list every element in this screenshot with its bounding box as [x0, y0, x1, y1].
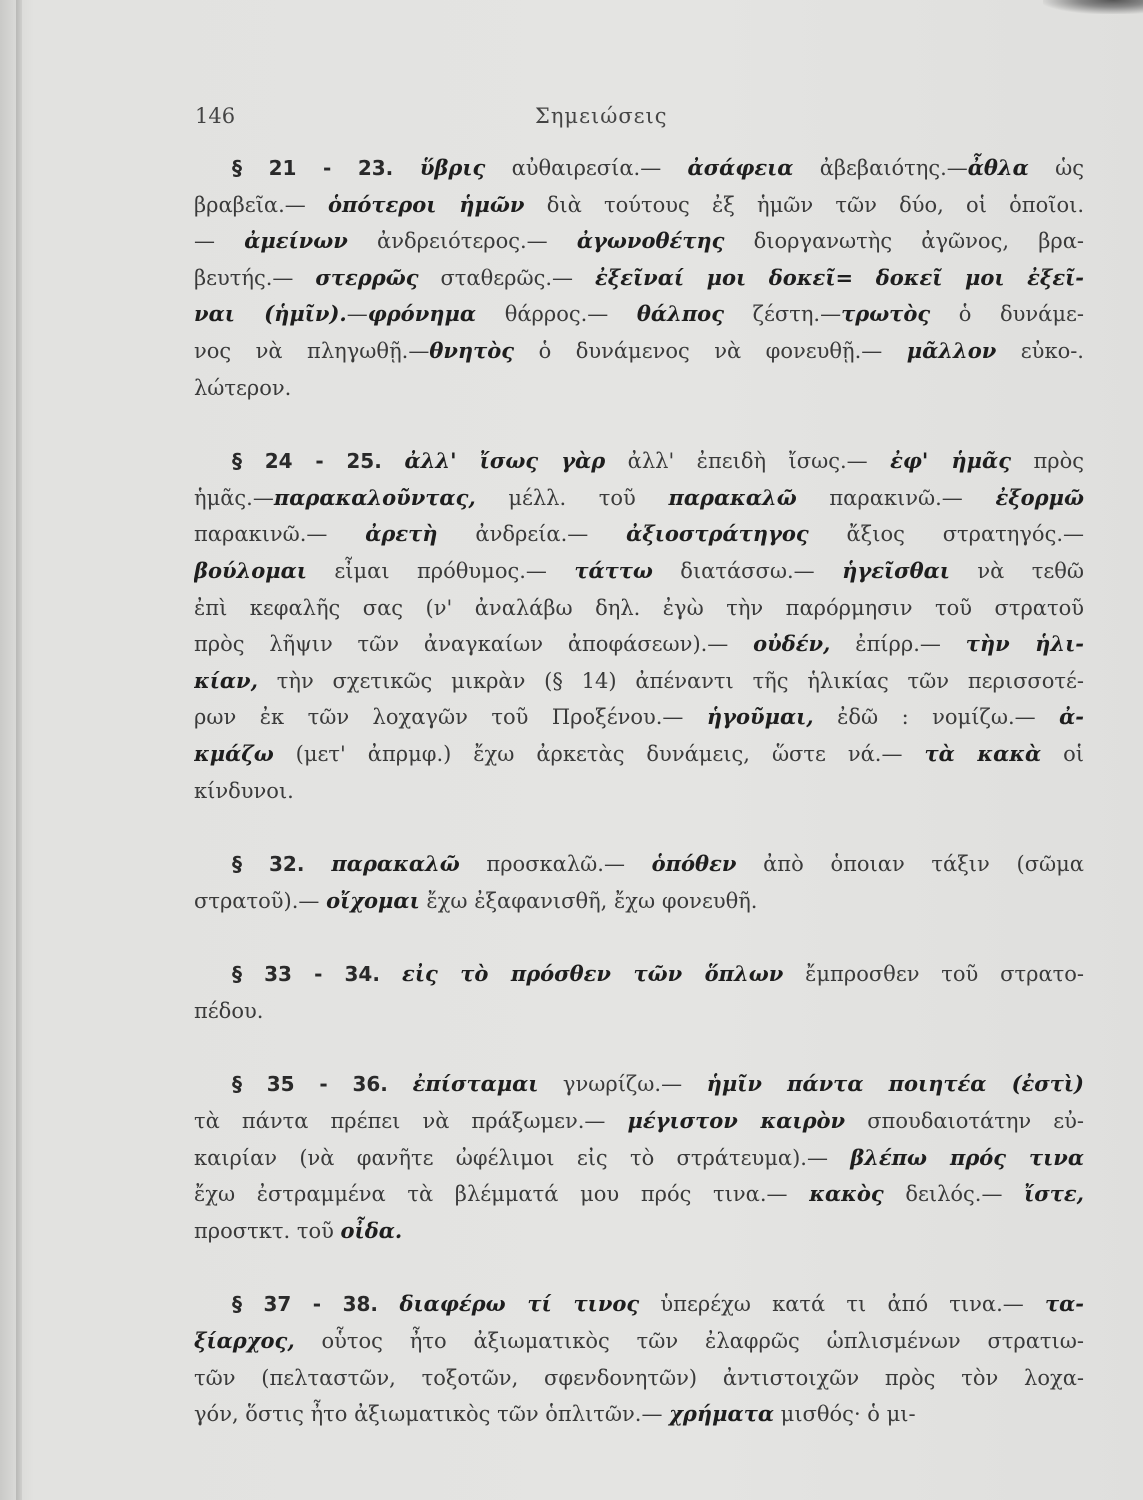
page-spine-shadow — [16, 0, 22, 1500]
gloss-text: ἐπὶ κεφαλῆς σας (ν' ἀναλάβω δηλ. ἐγὼ τὴν παρόρμησιν τοῦ στρατοῦ — [194, 595, 1084, 620]
lemma-term: παρακαλοῦντας, — [273, 484, 476, 510]
gloss-text: οὗτος ἦτο ἀξιωματικὸς τῶν ἐλαφρῶς ὡπλισμένων στρατιω- — [294, 1329, 1084, 1354]
lemma-term: ὁπόθεν — [651, 851, 737, 877]
text-line — [194, 443, 1084, 480]
gloss-text: ἄξιος στρατηγός.— — [808, 522, 1084, 547]
text-line — [194, 1066, 1084, 1103]
text-line — [194, 150, 1084, 187]
gloss-text: ὡς — [1028, 156, 1084, 180]
gloss-text: ὁ δυνάμενος νὰ φονευθῇ.— — [514, 338, 907, 363]
gloss-text: (μετ' ἀπρμφ.) ἔχω ἀρκετὰς δυνάμεις, ὥστε νά.— — [273, 741, 925, 766]
lemma-term: οὐδέν, — [753, 631, 831, 657]
text-line — [194, 993, 1084, 1030]
gloss-text: ἡμᾶς.— — [194, 485, 274, 510]
lemma-term: ἐφ' ἡμᾶς — [890, 448, 1011, 474]
text-line — [194, 1140, 1084, 1177]
lemma-term: κμάζω — [194, 740, 274, 766]
gloss-text: εὐκο-. — [996, 338, 1084, 363]
gloss-text: σπουδαιοτάτην εὐ- — [845, 1109, 1084, 1134]
gloss-text: θάρρος.— — [476, 302, 637, 327]
gloss-text: μέλλ. τοῦ — [475, 485, 669, 510]
lemma-term: ἐπίσταμαι — [412, 1071, 539, 1097]
text-line — [194, 1103, 1084, 1140]
section-reference: § 32. — [232, 852, 332, 877]
lemma-term: βούλομαι — [194, 557, 307, 583]
lemma-term: μέγιστον καιρὸν — [627, 1108, 846, 1134]
gloss-text: οἱ — [1041, 741, 1084, 766]
text-line — [194, 1213, 1084, 1250]
gloss-text: τὰ πάντα πρέπει νὰ πράξωμεν.— — [194, 1109, 628, 1134]
lemma-term: οἶδα. — [340, 1217, 403, 1243]
running-title: Σημειώσεις — [535, 104, 668, 128]
lemma-term: τὰ κακὰ — [924, 740, 1042, 766]
lemma-term: οἴχομαι — [326, 887, 420, 913]
text-line — [194, 956, 1084, 993]
text-line — [194, 480, 1084, 517]
lemma-term: ἡγοῦμαι, — [706, 704, 814, 730]
lemma-term: θάλπος — [636, 301, 724, 327]
gloss-text: ἀνδρειότερος.— — [347, 229, 577, 254]
gloss-text: διὰ τούτους ἐξ ἡμῶν τῶν δύο, οἱ ὁποῖοι. — [524, 192, 1084, 217]
lemma-term: παρακαλῶ — [668, 484, 797, 510]
text-line — [194, 296, 1084, 333]
gloss-text: ἐπίρρ.— — [830, 632, 966, 657]
gloss-text: λώτερον. — [194, 375, 292, 400]
note-entry — [194, 443, 1084, 809]
gloss-text: δειλός.— — [883, 1182, 1025, 1207]
note-entry — [194, 150, 1084, 406]
lemma-term: ἀγωνοθέτης — [576, 228, 725, 254]
gloss-text: ἀβεβαιότης.— — [793, 156, 968, 180]
note-entry — [194, 956, 1084, 1029]
lemma-term: ἆθλα — [967, 155, 1029, 180]
section-reference: § 21 - 23. — [232, 156, 420, 180]
section-reference: § 24 - 25. — [232, 449, 405, 474]
lemma-term: στερρῶς — [315, 264, 419, 290]
gloss-text: ἔχω ἐστραμμένα τὰ βλέμματά μου πρός τινα.— — [194, 1182, 810, 1207]
gloss-text: γόν, ὅστις ἦτο ἀξιωματικὸς τῶν ὁπλιτῶν.— — [194, 1402, 670, 1427]
lemma-term: μᾶλλον — [906, 337, 997, 363]
gloss-text: καιρίαν (νὰ φανῆτε ὠφέλιμοι εἰς τὸ στράτευμα).— — [194, 1145, 851, 1170]
gloss-text: σταθερῶς.— — [418, 265, 596, 290]
lemma-term: ὁπότεροι ἡμῶν — [328, 191, 525, 217]
gloss-text: προστκτ. τοῦ — [194, 1218, 341, 1243]
gloss-text: πρὸς — [1011, 449, 1084, 474]
text-line — [194, 1360, 1084, 1397]
lemma-term: ἡμῖν πάντα ποιητέα (ἐστὶ) — [706, 1071, 1084, 1097]
gloss-text: κίνδυνοι. — [194, 778, 294, 803]
section-reference: § 33 - 34. — [232, 962, 403, 987]
section-reference: § 35 - 36. — [232, 1072, 413, 1097]
lemma-term: βλέπω πρός τινα — [850, 1144, 1084, 1170]
text-line — [194, 626, 1084, 663]
gloss-text: ἔμπροσθεν τοῦ στρατο- — [783, 962, 1084, 987]
text-line — [194, 846, 1084, 883]
gloss-text: ζέστη.— — [723, 302, 842, 327]
gloss-text: ὑπερέχω κατά τι ἀπό τινα.— — [639, 1292, 1045, 1317]
text-line — [194, 699, 1084, 736]
lemma-term: τα- — [1044, 1291, 1084, 1317]
lemma-term: φρόνημα — [367, 301, 477, 327]
gloss-text: βραβεῖα.— — [194, 192, 328, 217]
note-entry — [194, 846, 1084, 919]
gloss-text: τῶν (πελταστῶν, τοξοτῶν, σφενδονητῶν) ἀντιστοιχῶν πρὸς τὸν λοχα- — [194, 1365, 1084, 1390]
text-line — [194, 736, 1084, 773]
gloss-text: ἀπὸ ὁποιαν τάξιν (σῶμα — [736, 852, 1084, 877]
text-line — [194, 553, 1084, 590]
lemma-term: ἴστε, — [1024, 1181, 1084, 1207]
gloss-text: παρακινῶ.— — [796, 485, 996, 510]
text-line — [194, 590, 1084, 627]
lemma-term: ἀρετὴ — [365, 521, 438, 547]
lemma-term: ἀσάφεια — [687, 155, 794, 180]
gloss-text: ἔχω ἐξαφανισθῆ, ἔχω φονευθῆ. — [419, 888, 758, 913]
gloss-text: ἐδῶ : νομίζω.— — [813, 705, 1060, 730]
running-header — [195, 100, 1085, 136]
gloss-text: βευτής.— — [194, 265, 316, 290]
gloss-text: στρατοῦ).— — [194, 888, 327, 913]
gloss-text: αὐθαιρεσία.— — [485, 156, 688, 180]
lemma-term: διαφέρω τί τινος — [399, 1291, 640, 1317]
page-number: 146 — [195, 104, 236, 128]
lemma-term: κίαν, — [194, 667, 258, 693]
lemma-term: παρακαλῶ — [331, 851, 460, 877]
gloss-text: γνωρίζω.— — [538, 1072, 707, 1097]
lemma-term: τρωτὸς — [841, 301, 931, 327]
lemma-term: εἰς τὸ πρόσθεν τῶν ὅπλων — [402, 961, 784, 987]
gloss-text: διοργανωτὴς ἀγῶνος, βρα- — [724, 229, 1084, 254]
lemma-term: ξίαρχος, — [194, 1328, 295, 1354]
text-line — [194, 516, 1084, 553]
notes-body — [194, 150, 1084, 1470]
text-line — [194, 333, 1084, 370]
text-line — [194, 773, 1084, 810]
gloss-text: εἶμαι πρόθυμος.— — [306, 558, 575, 583]
gloss-text: τὴν σχετικῶς μικρὰν (§ 14) ἀπέναντι τῆς ἡλικίας τῶν περισσοτέ- — [257, 668, 1084, 693]
text-line — [194, 1396, 1084, 1433]
text-line — [194, 187, 1084, 224]
gloss-text: παρακινῶ.— — [194, 522, 366, 547]
gloss-text: προσκαλῶ.— — [459, 852, 652, 877]
lemma-term: θνητὸς — [429, 337, 515, 363]
gloss-text: ἀλλ' ἐπειδὴ ἴσως.— — [605, 449, 891, 474]
lemma-term: ἀμείνων — [244, 228, 348, 254]
text-line — [194, 1176, 1084, 1213]
section-reference: § 37 - 38. — [232, 1292, 400, 1317]
gloss-text: ἀνδρεία.— — [437, 522, 627, 547]
text-line — [194, 223, 1084, 260]
gloss-text: μισθός· ὁ μι- — [774, 1402, 916, 1427]
gloss-text: νὰ τεθῶ — [949, 558, 1084, 583]
lemma-term: ἐξορμῶ — [995, 484, 1084, 510]
gloss-text: διατάσσω.— — [652, 558, 843, 583]
note-entry — [194, 1286, 1084, 1432]
lemma-term: κακὸς — [809, 1181, 884, 1207]
note-entry — [194, 1066, 1084, 1249]
text-line — [194, 663, 1084, 700]
lemma-term: ἀξιοστράτηγος — [626, 521, 809, 547]
text-line — [194, 1286, 1084, 1323]
lemma-term: ὕβρις — [419, 155, 486, 180]
gloss-text: ὁ δυνάμε- — [930, 302, 1084, 327]
gloss-text: — — [346, 302, 368, 327]
gloss-text: πέδου. — [194, 998, 264, 1023]
text-line — [194, 260, 1084, 297]
lemma-term: ἡγεῖσθαι — [842, 557, 950, 583]
lemma-term: τάττω — [574, 557, 653, 583]
lemma-term: ἀ- — [1059, 704, 1084, 730]
page-corner-shadow — [1043, 0, 1143, 14]
text-line — [194, 883, 1084, 920]
lemma-term: χρήματα — [669, 1401, 774, 1427]
gloss-text: ρων ἐκ τῶν λοχαγῶν τοῦ Προξένου.— — [194, 705, 707, 730]
lemma-term: τὴν ἡλι- — [965, 631, 1084, 657]
lemma-term: ναι (ἡμῖν). — [194, 301, 347, 327]
gloss-text: πρὸς λῆψιν τῶν ἀναγκαίων ἀποφάσεων).— — [194, 632, 754, 657]
lemma-term: ἀλλ' ἴσως γὰρ — [404, 448, 606, 474]
gloss-text: — — [194, 229, 245, 254]
text-line — [194, 370, 1084, 407]
lemma-term: ἐξεῖναί μοι δοκεῖ= δοκεῖ μοι ἐξεῖ- — [595, 264, 1084, 290]
text-line — [194, 1323, 1084, 1360]
gloss-text: νος νὰ πληγωθῇ.— — [194, 338, 430, 363]
